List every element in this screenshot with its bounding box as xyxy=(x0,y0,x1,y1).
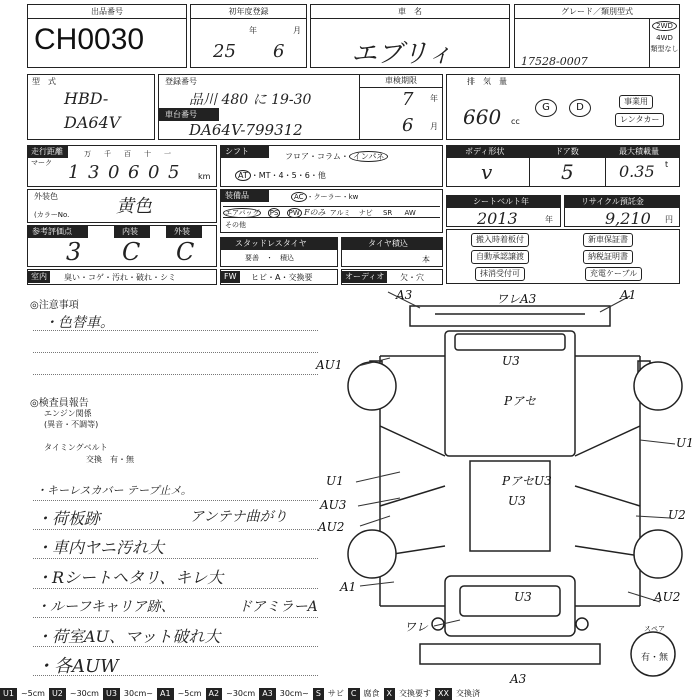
reg-month-unit: 月 xyxy=(293,26,301,35)
legend-key: U1 xyxy=(0,688,17,700)
load-unit: t xyxy=(665,160,669,169)
inspection-month: 6 xyxy=(402,115,414,136)
doors-divider xyxy=(605,146,606,186)
engine-label: エンジン関係 xyxy=(44,409,92,418)
rear-glass xyxy=(460,586,560,616)
note-line xyxy=(33,374,318,375)
equip-row1: AC ・クーラー・kw xyxy=(291,192,358,202)
use-rental: レンタカー xyxy=(615,113,664,127)
damage-label: AU2 xyxy=(654,590,681,604)
front-glass xyxy=(455,334,565,350)
doc-tag: 新車保証書 xyxy=(583,233,633,247)
fuel-d xyxy=(569,99,591,117)
tire-unit: 本 xyxy=(422,255,430,264)
inspection-year: 7 xyxy=(402,89,414,110)
report-line: ・荷室AU、マット破れ大 xyxy=(36,627,221,646)
color-no-label: (カラーNo. xyxy=(34,211,70,219)
lot-number: CH0030 xyxy=(34,23,145,56)
damage-label: U2 xyxy=(668,508,686,522)
grade-label: グレード／類別型式 xyxy=(515,5,679,19)
note-line xyxy=(33,675,318,676)
note-line xyxy=(33,500,318,501)
doc-tag: 自動承認譲渡 xyxy=(471,250,529,264)
damage-label: A3 xyxy=(510,672,527,686)
damage-label: ワレ xyxy=(404,620,429,634)
front-bumper xyxy=(410,306,610,326)
model-box xyxy=(27,74,155,140)
shift-other: 他 xyxy=(317,171,326,180)
caution-label: ◎注意事項 xyxy=(30,300,79,311)
model-prefix: HBD- xyxy=(64,89,109,108)
fuel-g-text: G xyxy=(542,102,550,113)
equip-pw: PW xyxy=(288,209,300,217)
tire-box xyxy=(341,237,443,267)
wheel-rear-right xyxy=(634,530,682,578)
recycle-box xyxy=(564,195,680,227)
leader-line xyxy=(356,472,400,482)
reg-year-unit: 年 xyxy=(249,26,257,35)
doc-tag: 抹消受付可 xyxy=(475,267,525,281)
lot-number-box xyxy=(27,4,187,68)
reg-month: 6 xyxy=(273,41,285,62)
shift-gear: 4 xyxy=(278,171,284,180)
car-name: エブリィ xyxy=(351,39,453,69)
audio-items: 欠・穴 xyxy=(400,273,424,282)
mileage-digit: 5 xyxy=(168,162,180,183)
equipment-box xyxy=(220,189,443,233)
chassis-number: DA64V-799312 xyxy=(189,121,303,139)
drive-column xyxy=(649,19,679,67)
damage-label: ワレA3 xyxy=(496,292,537,306)
registration-number: 品川 480 に 19-30 xyxy=(189,92,312,108)
inspection-label: 車検期限 xyxy=(360,75,442,88)
shift-column: コラム xyxy=(317,152,341,161)
shift-types: フロア・コラム・ インパネ xyxy=(285,151,388,162)
damage-label: U1 xyxy=(326,474,344,488)
reg-year: 25 xyxy=(213,41,236,62)
mileage-digit: 0 xyxy=(148,162,160,183)
shift-at: AT xyxy=(235,170,251,181)
legend-key: XX xyxy=(435,688,452,700)
car-name-box xyxy=(310,4,510,68)
doc-tag: 納税証明書 xyxy=(583,250,633,264)
seatbelt-box xyxy=(446,195,561,227)
damage-label: U3 xyxy=(508,494,526,508)
inspection-year-unit: 年 xyxy=(430,94,438,103)
doc-tag: 搬入時着板付 xyxy=(471,233,529,247)
legend-key: A3 xyxy=(259,688,276,700)
inside-items: 臭い・コゲ・汚れ・破れ・シミ xyxy=(64,273,176,282)
scale-juu: 十 xyxy=(144,150,151,158)
scale-man: 万 xyxy=(84,150,91,158)
shift-mt: MT xyxy=(258,171,271,180)
documents-box xyxy=(446,229,680,284)
damage-label: AU3 xyxy=(320,498,347,512)
damage-label: AU1 xyxy=(316,358,343,372)
displacement-box xyxy=(446,74,680,140)
leader-line xyxy=(434,620,460,626)
mileage-box xyxy=(27,145,217,187)
body-label: ボディ形状 xyxy=(465,147,505,156)
legend-value: 30cm~ xyxy=(279,689,309,698)
report-extra: ドアミラーA xyxy=(238,599,318,615)
lot-label: 出品番号 xyxy=(28,5,186,19)
registration-box xyxy=(158,74,443,140)
stud-opt: 積込 xyxy=(280,254,294,262)
model-code: DA64V xyxy=(64,113,121,132)
engine-sub: (異音・不調等) xyxy=(44,420,99,429)
equip-sr: SR xyxy=(382,209,393,217)
equip-row2 xyxy=(223,206,440,218)
studless-label: スタッドレスタイヤ xyxy=(235,239,307,248)
body-spec-box xyxy=(446,145,680,187)
equip-pw-note: Fのみ xyxy=(303,208,326,217)
mileage-digit: 3 xyxy=(88,162,100,183)
inside-chip: 室内 xyxy=(28,271,50,283)
damage-label: U1 xyxy=(676,436,694,450)
fuel-g xyxy=(535,99,557,117)
timing-label: タイミングベルト xyxy=(44,443,108,452)
right-doors xyxy=(575,426,640,556)
legend-key: X xyxy=(384,688,395,700)
caution-text: ・色替車。 xyxy=(44,315,114,331)
car-name-label: 車 名 xyxy=(311,5,509,19)
wheel-front-left xyxy=(348,362,396,410)
mileage-mark: マーク xyxy=(31,159,52,167)
report-extra: アンテナ曲がり xyxy=(190,509,288,525)
legend-key: A2 xyxy=(206,688,223,700)
shift-label: シフト xyxy=(225,147,249,156)
drive-none: 類型なし xyxy=(650,45,679,53)
registration-label: 登録番号 xyxy=(165,77,197,86)
stud-opt: 要善 xyxy=(245,254,259,262)
note-line xyxy=(33,558,318,559)
inspection-month-unit: 月 xyxy=(430,122,438,131)
evaluation-box xyxy=(27,225,217,267)
equip-ac: AC xyxy=(291,192,307,202)
report-line: ・Rシートヘタリ、キレ大 xyxy=(36,568,224,587)
interior-condition-box xyxy=(27,269,217,285)
seatbelt-label: シートベルト年 xyxy=(473,197,529,206)
shift-box xyxy=(220,145,443,187)
shift-gearbox: AT ・MT・4・5・6・他 xyxy=(235,170,326,181)
fuel-d-text: D xyxy=(576,102,584,113)
leader-line xyxy=(360,516,390,526)
damage-label: U3 xyxy=(514,590,532,604)
legend-key: C xyxy=(348,688,360,700)
damage-label: U3 xyxy=(502,354,520,368)
spare-value: 有・無 xyxy=(641,653,669,663)
displacement-value: 660 xyxy=(463,105,502,129)
note-line xyxy=(33,588,318,589)
legend-key: A1 xyxy=(157,688,174,700)
leader-line xyxy=(640,440,675,444)
recycle-unit: 円 xyxy=(665,215,673,224)
legend-value: 交換要す xyxy=(398,689,431,698)
audio-chip: オーディオ xyxy=(342,271,387,283)
equip-ps: PS xyxy=(269,209,279,217)
fw-box xyxy=(220,269,338,285)
wheel-front-right xyxy=(634,362,682,410)
equip-cooler: クーラー xyxy=(313,193,342,201)
recycle-label: リサイクル預託金 xyxy=(581,197,644,206)
legend-value: ~5cm xyxy=(177,689,202,698)
damage-label: A1 xyxy=(620,288,637,302)
recycle-value: 9,210 xyxy=(605,209,651,228)
equip-airbag: エアバッグ xyxy=(225,209,260,217)
shift-gear: 5 xyxy=(291,171,297,180)
damage-label: PアセU3 xyxy=(502,474,552,488)
audio-box xyxy=(341,269,443,285)
shift-inpane: インパネ xyxy=(349,151,388,162)
equip-other-label: その他 xyxy=(225,221,246,229)
seatbelt-year: 2013 xyxy=(477,209,518,228)
interior-label: 内装 xyxy=(122,227,138,236)
report-line: ・キーレスカバー テープ止メ。 xyxy=(36,484,192,497)
tire-label: タイヤ積込 xyxy=(368,239,408,248)
legend-value: サビ xyxy=(327,689,344,698)
note-line xyxy=(33,646,318,647)
rear-panel xyxy=(445,576,575,636)
spare-label: スペア xyxy=(644,625,665,633)
drive-2wd: 2WD xyxy=(652,21,677,31)
first-registration-box xyxy=(190,4,307,68)
leader-line xyxy=(360,582,394,586)
legend-key: U3 xyxy=(103,688,120,700)
legend-value: ~30cm xyxy=(69,689,99,698)
fw-chip: FW xyxy=(221,271,240,283)
equip-navi: ナビ xyxy=(358,209,373,217)
timing-sub: 交換 有・無 xyxy=(86,455,134,464)
color-box xyxy=(27,189,217,223)
wheel-rear-left xyxy=(348,530,396,578)
model-label: 型 式 xyxy=(32,77,56,86)
eval-score-label: 参考評価点 xyxy=(32,227,72,236)
mileage-digit: 0 xyxy=(108,162,120,183)
doors-label: ドア数 xyxy=(555,147,579,156)
damage-label: A3 xyxy=(396,288,413,302)
scale-hyaku: 百 xyxy=(124,150,131,158)
legend-key: U2 xyxy=(49,688,66,700)
report-line: ・荷板跡 xyxy=(36,509,101,528)
note-line xyxy=(33,529,318,530)
load-value: 0.35 xyxy=(619,162,655,181)
fw-items: ヒビ・A・交換要 xyxy=(251,273,313,282)
report-line: ・各AUW xyxy=(36,656,119,677)
legend-key: S xyxy=(313,688,324,700)
legend-value: 腐食 xyxy=(363,689,380,698)
doors-value: 5 xyxy=(561,160,574,184)
studless-options: 要善 ・ 積込 xyxy=(245,254,294,262)
damage-legend xyxy=(0,688,700,700)
use-business: 事業用 xyxy=(619,95,653,109)
grade-box xyxy=(514,4,680,68)
inspection-cell xyxy=(359,75,442,139)
mileage-km: km xyxy=(198,172,211,181)
color-value: 黄色 xyxy=(116,196,152,217)
grade-value: 17528-0007 xyxy=(521,55,588,68)
scale-sen: 千 xyxy=(104,150,111,158)
displacement-unit: cc xyxy=(511,117,520,126)
damage-label: Pアセ xyxy=(504,394,536,408)
load-label: 最大積載量 xyxy=(619,147,659,156)
shift-floor: フロア xyxy=(285,152,309,161)
chassis-label: 車台番号 xyxy=(165,110,197,119)
mileage-digit: 6 xyxy=(128,162,140,183)
leader-line xyxy=(636,516,670,518)
damage-label: AU2 xyxy=(318,520,345,534)
report-label: ◎検査員報告 xyxy=(30,398,89,409)
rear-lamp-right xyxy=(576,618,588,630)
equip-kw: kw xyxy=(348,193,359,201)
left-doors xyxy=(380,426,445,556)
shift-gear: 6 xyxy=(304,171,310,180)
first-registration-label: 初年度登録 xyxy=(191,5,306,19)
seatbelt-unit: 年 xyxy=(545,215,553,224)
exterior-label: 外装 xyxy=(174,227,190,236)
equip-alumi: アルミ xyxy=(329,209,351,217)
mileage-label: 走行距離 xyxy=(31,147,63,156)
drive-4wd: 4WD xyxy=(656,34,673,42)
interior-grade: C xyxy=(122,238,141,266)
displacement-label: 排 気 量 xyxy=(467,77,507,86)
report-line: ・車内ヤニ汚れ大 xyxy=(36,538,165,557)
equip-aw: AW xyxy=(404,209,416,217)
scale-ichi: 一 xyxy=(164,150,171,158)
note-line xyxy=(33,617,318,618)
body-divider xyxy=(529,146,530,186)
equip-label: 装備品 xyxy=(225,191,249,200)
mileage-digit: 1 xyxy=(68,162,80,183)
doc-tag: 充電ケーブル xyxy=(585,267,642,281)
body-value: v xyxy=(481,160,493,184)
legend-value: 交換済 xyxy=(455,689,480,698)
report-line: ・ルーフキャリア跡、 xyxy=(36,599,175,615)
rear-bumper xyxy=(420,644,600,664)
damage-label: A1 xyxy=(340,580,357,594)
color-label: 外装色 xyxy=(34,192,58,201)
eval-score: 3 xyxy=(66,238,82,266)
studless-box xyxy=(220,237,338,267)
legend-value: 30cm~ xyxy=(123,689,153,698)
note-line xyxy=(33,330,318,331)
note-line xyxy=(33,352,318,353)
legend-value: ~30cm xyxy=(226,689,256,698)
legend-value: ~5cm xyxy=(20,689,45,698)
exterior-grade: C xyxy=(176,238,195,266)
